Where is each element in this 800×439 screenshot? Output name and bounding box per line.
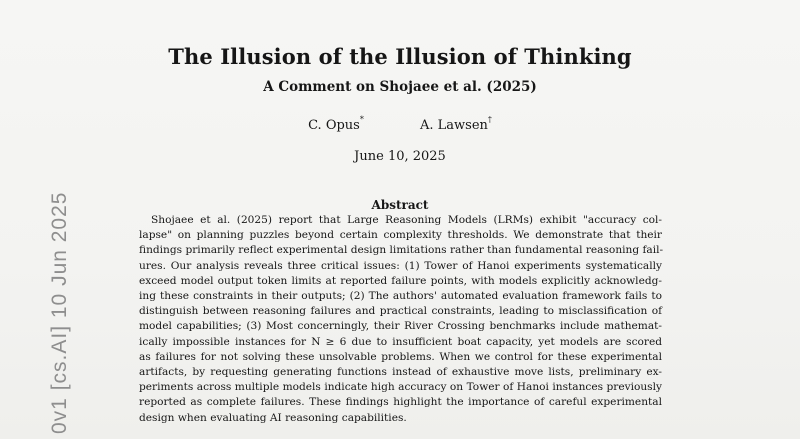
- abstract-heading: Abstract: [371, 198, 429, 212]
- abstract-line: ing these constraints in their outputs; (2) The authors' automated evaluation framework fails to: [139, 290, 662, 303]
- author: [420, 117, 492, 133]
- abstract-line: exceed model output token limits at reported failure points, with models explicitly acknowledg-: [139, 274, 662, 287]
- author-list: [0, 117, 800, 133]
- publication-date: June 10, 2025: [354, 149, 446, 164]
- abstract-line: ures. Our analysis reveals three critical issues: (1) Tower of Hanoi experiments systematically: [139, 259, 662, 272]
- author-name: A. Lawsen: [420, 118, 488, 134]
- abstract-text: [139, 213, 662, 426]
- abstract-line: design when evaluating AI reasoning capabilities.: [139, 411, 407, 424]
- author-footnote-mark: †: [487, 115, 492, 124]
- abstract-line: distinguish between reasoning failures and practical constraints, leading to misclassification of: [139, 305, 662, 318]
- abstract-line: findings primarily reflect experimental design limitations rather than fundamental reasoning fail-: [139, 244, 664, 257]
- abstract-line: lapse" on planning puzzles beyond certain complexity thresholds. We demonstrate that their: [139, 229, 662, 242]
- abstract-line: artifacts, by requesting generating functions instead of exhaustive move lists, preliminary ex-: [139, 366, 662, 379]
- author-name: C. Opus: [308, 118, 360, 134]
- arxiv-identifier: 0v1 [cs.AI] 10 Jun 2025: [48, 191, 71, 434]
- abstract-line: model capabilities; (3) Most concerningly, their River Crossing benchmarks include mathemat-: [139, 320, 662, 333]
- abstract-line: reported as complete failures. These findings highlight the importance of careful experimental: [139, 396, 662, 409]
- abstract-line: ically impossible instances for N ≥ 6 due to insufficient boat capacity, yet models are scored: [139, 335, 662, 348]
- abstract-line: Shojaee et al. (2025) report that Large Reasoning Models (LRMs) exhibit "accuracy col-: [151, 214, 662, 226]
- abstract-line: periments across multiple models indicate high accuracy on Tower of Hanoi instances previously: [139, 381, 662, 394]
- paper-title: The Illusion of the Illusion of Thinking: [168, 44, 632, 69]
- author-footnote-mark: *: [359, 115, 364, 124]
- abstract-line: as failures for not solving these unsolvable problems. When we control for these experimental: [139, 350, 662, 363]
- author: [308, 117, 364, 133]
- paper-subtitle: A Comment on Shojaee et al. (2025): [263, 79, 537, 95]
